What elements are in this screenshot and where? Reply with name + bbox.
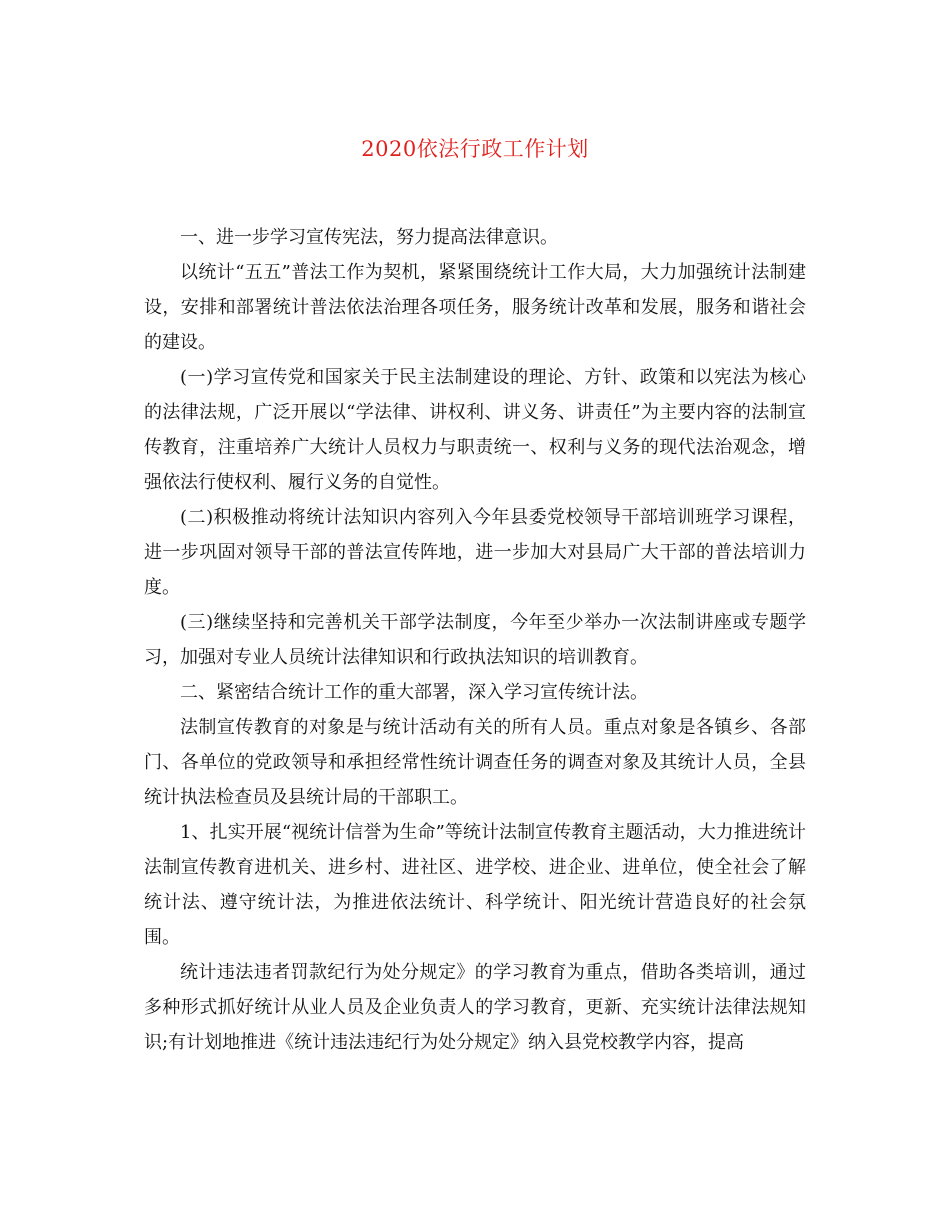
paragraph-item-3: (三)继续坚持和完善机关干部学法制度，今年至少举办一次法制讲座或专题学习，加强对专业人员统计法律知识和行政执法知识的培训教育。 bbox=[144, 612, 806, 668]
section-heading-1: 一、进一步学习宣传宪法，努力提高法律意识。 bbox=[180, 227, 558, 248]
paragraph-activity-1: 1、扎实开展“视统计信誉为生命”等统计法制宣传教育主题活动，大力推进统计法制宣传教育进机关、进乡村、进社区、进学校、进企业、进单位，使全社会了解统计法、遵守统计法，为推进依法统计、科学统计、阳光统计营造良好的社会氛围。 bbox=[144, 822, 806, 948]
paragraph-item-2: (二)积极推动将统计法知识内容列入今年县委党校领导干部培训班学习课程，进一步巩固对领导干部的普法宣传阵地，进一步加大对县局广大干部的普法培训力度。 bbox=[144, 507, 806, 598]
paragraph-item-1: (一)学习宣传党和国家关于民主法制建设的理论、方针、政策和以宪法为核心的法律法规，广泛开展以“学法律、讲权利、讲义务、讲责任”为主要内容的法制宣传教育，注重培养广大统计人员权力与职责统一、权利与义务的现代法治观念，增强依法行使权利、履行义务的自觉性。 bbox=[144, 367, 806, 493]
document-title: 2020依法行政工作计划 bbox=[361, 137, 589, 161]
section-heading-2: 二、紧密结合统计工作的重大部署，深入学习宣传统计法。 bbox=[180, 682, 648, 703]
paragraph-intro: 以统计“五五”普法工作为契机，紧紧围绕统计工作大局，大力加强统计法制建设，安排和部署统计普法依法治理各项任务，服务统计改革和发展，服务和谐社会的建设。 bbox=[144, 262, 806, 353]
paragraph-targets: 法制宣传教育的对象是与统计活动有关的所有人员。重点对象是各镇乡、各部门、各单位的党政领导和承担经常性统计调查任务的调查对象及其统计人员，全县统计执法检查员及县统计局的干部职工。 bbox=[144, 717, 806, 808]
document-body bbox=[144, 220, 806, 1060]
paragraph-regulations: 统计违法违者罚款纪行为处分规定》的学习教育为重点，借助各类培训，通过多种形式抓好统计从业人员及企业负责人的学习教育，更新、充实统计法律法规知识;有计划地推进《统计违法违纪行为处分规定》纳入县党校教学内容，提高 bbox=[144, 962, 806, 1053]
